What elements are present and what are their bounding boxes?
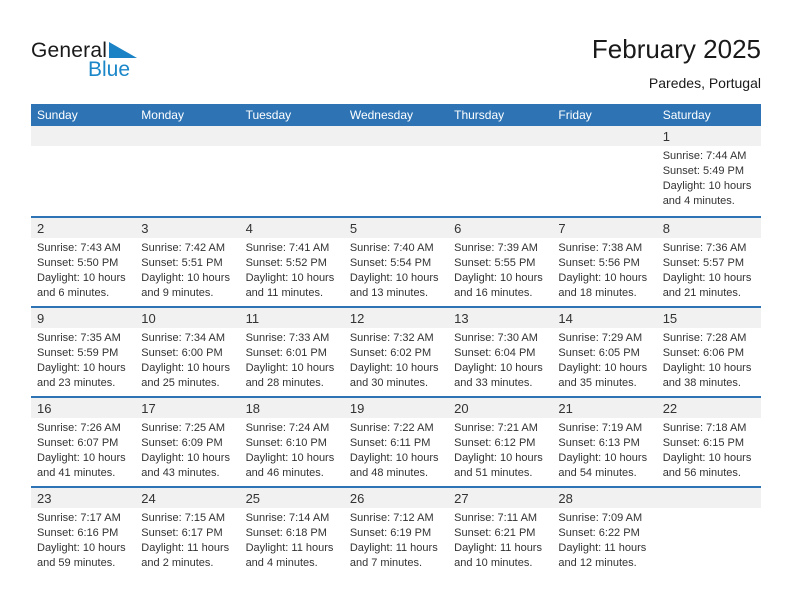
- day-sunset-text: Sunset: 6:13 PM: [558, 437, 640, 449]
- day-number: 24: [141, 490, 156, 506]
- day-sunrise-text: Sunrise: 7:25 AM: [141, 422, 226, 434]
- day-daylight-text: Daylight: 10 hours and 16 minutes.: [454, 272, 543, 299]
- day-cell: [135, 328, 239, 391]
- day-sunset-text: Sunset: 5:50 PM: [37, 257, 119, 269]
- day-daylight-text: Daylight: 10 hours and 28 minutes.: [245, 362, 335, 389]
- day-cell: [552, 146, 656, 209]
- day-sunset-text: Sunset: 5:57 PM: [662, 257, 745, 269]
- day-number: 4: [245, 220, 253, 236]
- day-cell: [552, 508, 656, 571]
- day-daylight-text: Daylight: 10 hours and 11 minutes.: [245, 272, 335, 299]
- day-sunrise-text: Sunrise: 7:22 AM: [349, 422, 434, 434]
- location-subtitle: Paredes, Portugal: [648, 75, 761, 92]
- day-sunset-text: Sunset: 5:59 PM: [37, 347, 119, 359]
- day-number: 8: [662, 220, 670, 236]
- day-sunset-text: Sunset: 6:06 PM: [662, 347, 745, 359]
- day-sunset-text: Sunset: 5:49 PM: [662, 165, 745, 177]
- day-cell: [448, 508, 552, 571]
- day-number: 2: [37, 220, 45, 236]
- day-daylight-text: Daylight: 10 hours and 18 minutes.: [558, 272, 648, 299]
- day-sunrise-text: Sunrise: 7:19 AM: [558, 422, 643, 434]
- day-sunset-text: Sunset: 5:55 PM: [454, 257, 536, 269]
- day-cell: [31, 418, 135, 481]
- day-daylight-text: Daylight: 10 hours and 56 minutes.: [662, 452, 752, 479]
- day-daylight-text: Daylight: 10 hours and 41 minutes.: [37, 452, 126, 479]
- day-details-row: [31, 146, 761, 209]
- day-daylight-text: Daylight: 10 hours and 33 minutes.: [454, 362, 543, 389]
- page-title: February 2025: [591, 34, 761, 64]
- day-sunset-text: Sunset: 6:19 PM: [349, 527, 432, 539]
- weekday-header-row: [31, 104, 761, 126]
- title-block: [592, 34, 761, 91]
- day-cell: [552, 328, 656, 391]
- day-cell: [240, 328, 344, 391]
- day-daylight-text: Daylight: 10 hours and 43 minutes.: [141, 452, 230, 479]
- day-sunrise-text: Sunrise: 7:38 AM: [558, 242, 643, 254]
- day-number: 14: [558, 310, 573, 326]
- day-cell: [31, 508, 135, 571]
- day-sunset-text: Sunset: 6:07 PM: [37, 437, 119, 449]
- day-number: 12: [349, 310, 365, 326]
- day-sunset-text: Sunset: 6:16 PM: [37, 527, 119, 539]
- weekday-sunday: Sunday: [37, 108, 78, 122]
- day-number: 27: [454, 490, 469, 506]
- day-sunrise-text: Sunrise: 7:42 AM: [141, 242, 226, 254]
- day-cell: [240, 508, 344, 571]
- day-sunrise-text: Sunrise: 7:09 AM: [558, 512, 643, 524]
- day-sunset-text: Sunset: 5:51 PM: [141, 257, 223, 269]
- week-row: [31, 486, 761, 576]
- calendar-grid: [31, 104, 761, 576]
- day-details-row: [31, 508, 761, 571]
- day-sunrise-text: Sunrise: 7:29 AM: [558, 332, 643, 344]
- day-daylight-text: Daylight: 10 hours and 21 minutes.: [662, 272, 752, 299]
- day-cell: [135, 146, 239, 209]
- day-cell: [657, 328, 761, 391]
- day-daylight-text: Daylight: 10 hours and 48 minutes.: [349, 452, 439, 479]
- day-number-band: [31, 126, 761, 146]
- day-cell: [448, 238, 552, 301]
- day-daylight-text: Daylight: 10 hours and 25 minutes.: [141, 362, 230, 389]
- weekday-tuesday: Tuesday: [245, 108, 292, 122]
- day-number-band: [31, 488, 761, 508]
- day-cell: [552, 418, 656, 481]
- day-number: 23: [37, 490, 52, 506]
- day-sunrise-text: Sunrise: 7:24 AM: [245, 422, 330, 434]
- day-number: 22: [662, 400, 678, 416]
- day-details-row: [31, 328, 761, 391]
- day-sunset-text: Sunset: 6:18 PM: [245, 527, 327, 539]
- day-sunrise-text: Sunrise: 7:28 AM: [662, 332, 747, 344]
- day-number: 13: [454, 310, 469, 326]
- day-daylight-text: Daylight: 10 hours and 35 minutes.: [558, 362, 648, 389]
- day-cell: [240, 238, 344, 301]
- day-number: 20: [454, 400, 469, 416]
- day-daylight-text: Daylight: 11 hours and 10 minutes.: [454, 542, 542, 569]
- day-sunset-text: Sunset: 5:52 PM: [245, 257, 327, 269]
- weekday-friday: Friday: [558, 108, 592, 122]
- day-sunset-text: Sunset: 5:56 PM: [558, 257, 640, 269]
- day-sunset-text: Sunset: 6:15 PM: [662, 437, 745, 449]
- day-number: 15: [662, 310, 678, 326]
- day-number: 16: [37, 400, 52, 416]
- day-number: 21: [558, 400, 573, 416]
- day-sunset-text: Sunset: 6:21 PM: [454, 527, 536, 539]
- day-cell: [240, 418, 344, 481]
- day-sunrise-text: Sunrise: 7:34 AM: [141, 332, 226, 344]
- day-cell: [344, 328, 448, 391]
- day-cell: [344, 238, 448, 301]
- day-sunset-text: Sunset: 6:02 PM: [349, 347, 432, 359]
- day-daylight-text: Daylight: 11 hours and 2 minutes.: [141, 542, 230, 569]
- day-sunrise-text: Sunrise: 7:30 AM: [454, 332, 538, 344]
- day-cell: [448, 146, 552, 209]
- day-number: 25: [245, 490, 261, 506]
- day-cell: [135, 238, 239, 301]
- day-sunrise-text: Sunrise: 7:43 AM: [37, 242, 121, 254]
- day-sunrise-text: Sunrise: 7:36 AM: [662, 242, 747, 254]
- day-sunset-text: Sunset: 6:05 PM: [558, 347, 640, 359]
- day-daylight-text: Daylight: 10 hours and 46 minutes.: [245, 452, 335, 479]
- day-number: 28: [558, 490, 573, 506]
- day-daylight-text: Daylight: 10 hours and 30 minutes.: [349, 362, 439, 389]
- week-row: [31, 216, 761, 306]
- weekday-wednesday: Wednesday: [349, 108, 413, 122]
- day-sunrise-text: Sunrise: 7:12 AM: [349, 512, 434, 524]
- day-daylight-text: Daylight: 11 hours and 12 minutes.: [558, 542, 647, 569]
- day-sunrise-text: Sunrise: 7:35 AM: [37, 332, 121, 344]
- day-number-band: [31, 398, 761, 418]
- day-sunset-text: Sunset: 6:09 PM: [141, 437, 223, 449]
- day-number: 18: [245, 400, 261, 416]
- day-number-band: [31, 218, 761, 238]
- day-daylight-text: Daylight: 11 hours and 4 minutes.: [245, 542, 334, 569]
- day-number: 1: [662, 128, 670, 144]
- day-sunrise-text: Sunrise: 7:21 AM: [454, 422, 538, 434]
- day-cell: [344, 508, 448, 571]
- day-sunrise-text: Sunrise: 7:18 AM: [662, 422, 747, 434]
- week-row: [31, 306, 761, 396]
- day-number-band: [31, 308, 761, 328]
- day-daylight-text: Daylight: 10 hours and 9 minutes.: [141, 272, 230, 299]
- day-number: 6: [454, 220, 462, 236]
- day-number: 26: [349, 490, 365, 506]
- day-cell: [31, 238, 135, 301]
- day-daylight-text: Daylight: 10 hours and 23 minutes.: [37, 362, 126, 389]
- day-number: 17: [141, 400, 156, 416]
- day-sunset-text: Sunset: 6:10 PM: [245, 437, 327, 449]
- day-cell: [448, 418, 552, 481]
- day-sunrise-text: Sunrise: 7:26 AM: [37, 422, 121, 434]
- day-cell: [344, 146, 448, 209]
- day-sunset-text: Sunset: 6:22 PM: [558, 527, 640, 539]
- day-daylight-text: Daylight: 10 hours and 59 minutes.: [37, 542, 126, 569]
- day-number: 19: [349, 400, 365, 416]
- day-cell: [135, 508, 239, 571]
- day-cell: [31, 328, 135, 391]
- day-number: 11: [245, 310, 260, 326]
- day-sunrise-text: Sunrise: 7:15 AM: [141, 512, 226, 524]
- day-daylight-text: Daylight: 10 hours and 6 minutes.: [37, 272, 126, 299]
- day-cell: [657, 418, 761, 481]
- day-sunrise-text: Sunrise: 7:11 AM: [454, 512, 538, 524]
- day-sunset-text: Sunset: 6:04 PM: [454, 347, 536, 359]
- day-daylight-text: Daylight: 10 hours and 51 minutes.: [454, 452, 543, 479]
- day-sunrise-text: Sunrise: 7:32 AM: [349, 332, 434, 344]
- day-number: 7: [558, 220, 566, 236]
- day-sunrise-text: Sunrise: 7:39 AM: [454, 242, 538, 254]
- day-sunset-text: Sunset: 6:00 PM: [141, 347, 223, 359]
- weekday-monday: Monday: [141, 108, 184, 122]
- day-daylight-text: Daylight: 10 hours and 38 minutes.: [662, 362, 752, 389]
- general-blue-logo: [31, 40, 151, 80]
- day-number: 10: [141, 310, 156, 326]
- day-details-row: [31, 238, 761, 301]
- day-sunrise-text: Sunrise: 7:14 AM: [245, 512, 330, 524]
- day-cell: [448, 328, 552, 391]
- day-cell: [657, 238, 761, 301]
- day-sunrise-text: Sunrise: 7:17 AM: [37, 512, 121, 524]
- week-row: [31, 396, 761, 486]
- day-sunrise-text: Sunrise: 7:33 AM: [245, 332, 330, 344]
- day-cell: [552, 238, 656, 301]
- day-daylight-text: Daylight: 11 hours and 7 minutes.: [349, 542, 438, 569]
- day-sunset-text: Sunset: 5:54 PM: [349, 257, 432, 269]
- weekday-saturday: Saturday: [662, 108, 711, 122]
- day-daylight-text: Daylight: 10 hours and 54 minutes.: [558, 452, 648, 479]
- day-details-row: [31, 418, 761, 481]
- day-cell: [240, 146, 344, 209]
- day-number: 9: [37, 310, 45, 326]
- day-daylight-text: Daylight: 10 hours and 4 minutes.: [662, 180, 752, 207]
- day-number: 5: [349, 220, 358, 236]
- logo-text-blue: Blue: [88, 58, 131, 81]
- day-cell: [135, 418, 239, 481]
- weekday-thursday: Thursday: [454, 108, 505, 122]
- day-sunrise-text: Sunrise: 7:44 AM: [662, 150, 747, 162]
- day-cell: [657, 508, 761, 571]
- day-number: 3: [141, 220, 149, 236]
- weeks-container: [31, 126, 761, 576]
- day-sunrise-text: Sunrise: 7:40 AM: [349, 242, 434, 254]
- day-sunset-text: Sunset: 6:17 PM: [141, 527, 223, 539]
- day-sunset-text: Sunset: 6:12 PM: [454, 437, 536, 449]
- week-row: [31, 126, 761, 216]
- day-cell: [344, 418, 448, 481]
- day-sunset-text: Sunset: 6:11 PM: [349, 437, 431, 449]
- day-sunset-text: Sunset: 6:01 PM: [245, 347, 327, 359]
- day-sunrise-text: Sunrise: 7:41 AM: [245, 242, 330, 254]
- day-daylight-text: Daylight: 10 hours and 13 minutes.: [349, 272, 439, 299]
- day-cell: [657, 146, 761, 209]
- day-cell: [31, 146, 135, 209]
- logo-text-general: General: [31, 39, 108, 62]
